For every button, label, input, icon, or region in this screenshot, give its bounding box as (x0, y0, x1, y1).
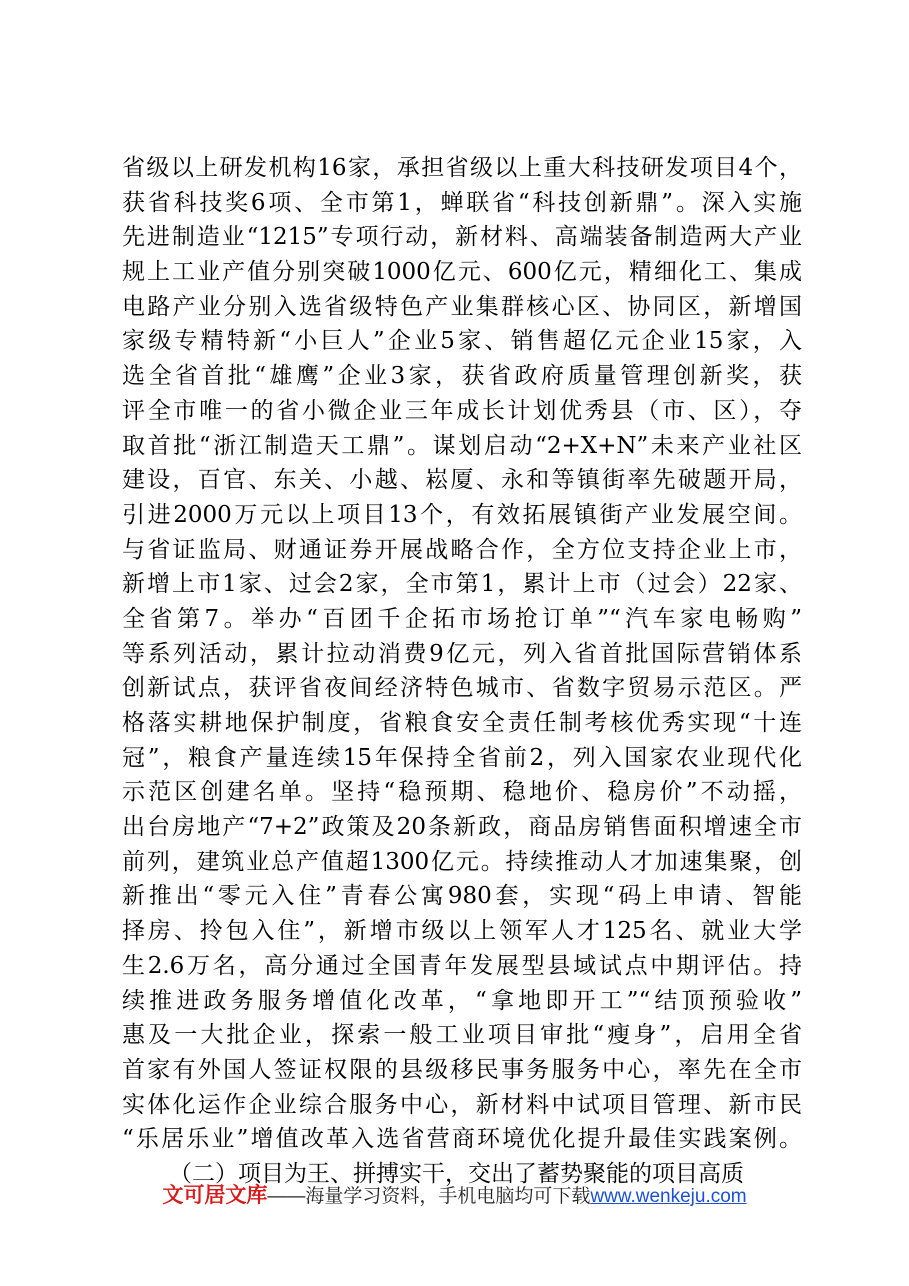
text-line: 引进2000万元以上项目13个，有效拓展镇街产业发展空间。 (122, 501, 802, 528)
text-line: 取首批“浙江制造天工鼎”。谋划启动“2+X+N”未来产业社区 (122, 432, 802, 459)
footer-brand: 文可居文库 (162, 1184, 268, 1207)
text-line: 首家有外国人签证权限的县级移民事务服务中心，率先在全市 (122, 1056, 802, 1083)
text-line: 先进制造业“1215”专项行动，新材料、高端装备制造两大产业 (122, 224, 802, 251)
text-line: 格落实耕地保护制度，省粮食安全责任制考核优秀实现“十连 (122, 710, 802, 736)
text-line: 评全市唯一的省小微企业三年成长计划优秀县（市、区），夺 (122, 397, 802, 424)
text-line: 规上工业产值分别突破1000亿元、600亿元，精细化工、集成 (122, 259, 802, 286)
text-line: 选全省首批“雄鹰”企业3家，获省政府质量管理创新奖，获 (122, 363, 802, 390)
text-line: 等系列活动，累计拉动消费9亿元，列入省首批国际营销体系 (122, 640, 802, 667)
footer-url-link[interactable]: www.wenkeju.com (590, 1186, 747, 1207)
text-line: 前列，建筑业总产值超1300亿元。持续推动人才加速集聚，创 (122, 848, 802, 875)
text-line: 省级以上研发机构16家，承担省级以上重大科技研发项目4个， (122, 155, 802, 181)
text-line: 示范区创建名单。坚持“稳预期、稳地价、稳房价”不动摇， (122, 779, 802, 806)
text-line: 创新试点，获评省夜间经济特色城市、省数字贸易示范区。严 (122, 675, 802, 702)
text-line: 实体化运作企业综合服务中心，新材料中试项目管理、新市民 (122, 1091, 802, 1118)
section-heading-line: （二）项目为王、拼搏实干，交出了蓄势聚能的项目高质 (169, 1160, 744, 1187)
footer-slogan: ——海量学习资料，手机电脑均可下载 (267, 1186, 591, 1207)
text-line: 惠及一大批企业，探索一般工业项目审批“瘦身”，启用全省 (122, 1022, 802, 1049)
text-line: 建设，百官、东关、小越、崧厦、永和等镇街率先破题开局， (122, 467, 802, 494)
text-line: 电路产业分别入选省级特色产业集群核心区、协同区，新增国 (122, 293, 802, 320)
text-line: 出台房地产“7+2”政策及20条新政，商品房销售面积增速全市 (122, 814, 802, 841)
text-line: 择房、拎包入住”，新增市级以上领军人才125名、就业大学 (122, 918, 802, 945)
text-line: 家级专精特新“小巨人”企业5家、销售超亿元企业15家，入 (122, 328, 802, 355)
text-line: 新增上市1家、过会2家，全市第1，累计上市（过会）22家、 (122, 571, 802, 598)
text-line: 新推出“零元入住”青春公寓980套，实现“码上申请、智能 (122, 883, 802, 910)
text-line: “乐居乐业”增值改革入选省营商环境优化提升最佳实践案例。 (122, 1126, 802, 1153)
text-line: 生2.6万名，高分通过全国青年发展型县域试点中期评估。持 (122, 952, 802, 979)
text-line: 获省科技奖6项、全市第1，蝉联省“科技创新鼎”。深入实施 (122, 189, 802, 216)
text-line: 冠”，粮食产量连续15年保持全省前2，列入国家农业现代化 (122, 744, 802, 771)
footer-banner (0, 1183, 909, 1210)
body-paragraph (122, 151, 802, 1192)
text-line: 续推进政务服务增值化改革，“拿地即开工”“结顶预验收” (122, 987, 802, 1014)
text-line: 与省证监局、财通证券开展战略合作，全方位支持企业上市， (122, 536, 802, 563)
text-line: 全省第7。举办“百团千企拓市场抢订单”“汽车家电畅购” (122, 605, 802, 632)
